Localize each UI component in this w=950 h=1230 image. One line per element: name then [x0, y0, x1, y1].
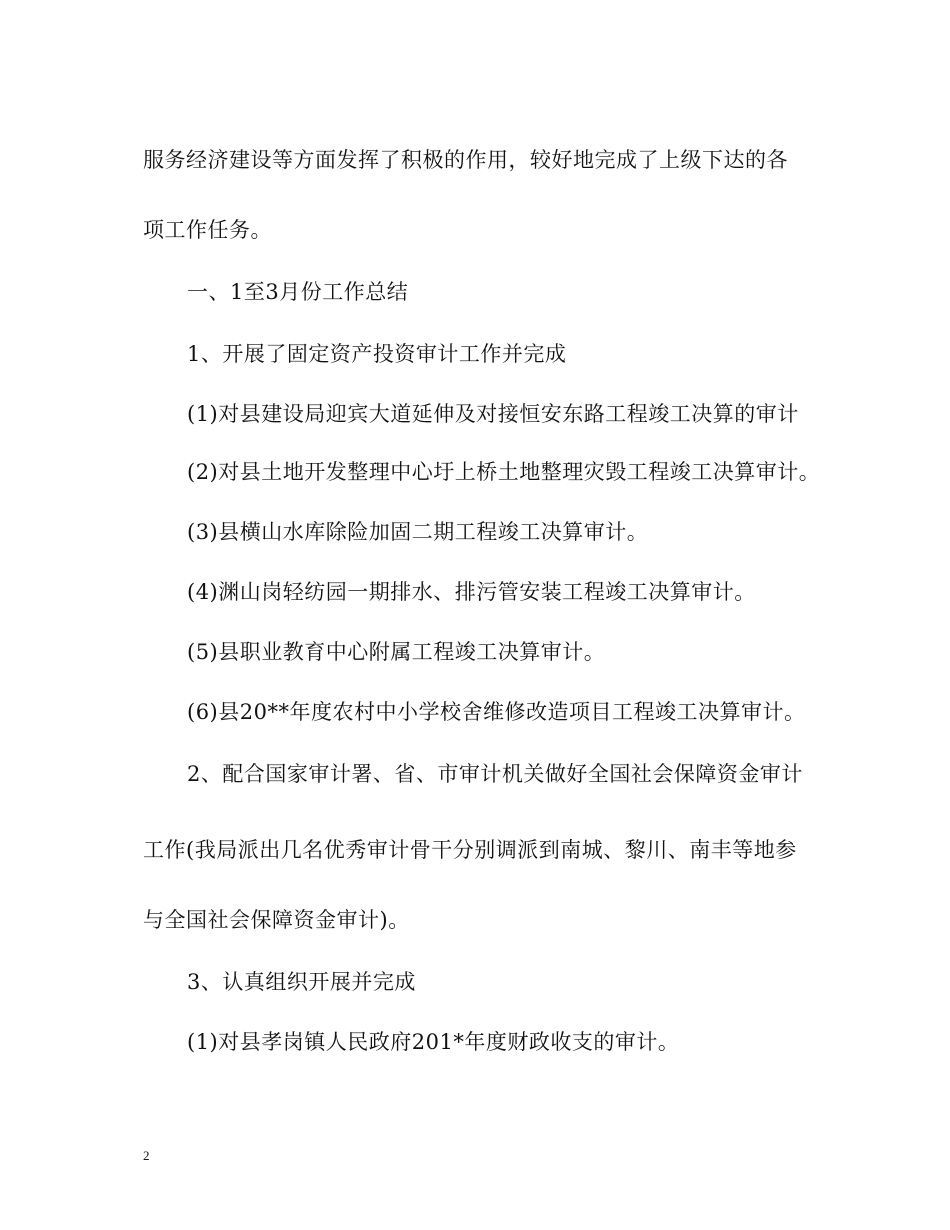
list-item: (5)县职业教育中心附属工程竣工决算审计。: [187, 640, 606, 664]
body-text-line: 服务经济建设等方面发挥了积极的作用，较好地完成了上级下达的各: [143, 148, 788, 172]
subsection-heading: 2、配合国家审计署、省、市审计机关做好全国社会保障资金审计: [187, 762, 803, 786]
list-item: (1)对县孝岗镇人民政府201*年度财政收支的审计。: [187, 1030, 680, 1054]
body-text-line: 工作(我局派出几名优秀审计骨干分别调派到南城、黎川、南丰等地参: [143, 838, 797, 862]
list-item: (4)渊山岗轻纺园一期排水、排污管安装工程竣工决算审计。: [187, 580, 756, 604]
section-heading: 一、1至3月份工作总结: [187, 280, 409, 304]
list-item: (3)县横山水库除险加固二期工程竣工决算审计。: [187, 520, 649, 544]
list-item: (1)对县建设局迎宾大道延伸及对接恒安东路工程竣工决算的审计: [187, 402, 799, 426]
page-number: 2: [143, 1148, 150, 1163]
body-text-line: 与全国社会保障资金审计)。: [143, 908, 410, 932]
subsection-heading: 3、认真组织开展并完成: [187, 970, 416, 994]
subsection-heading: 1、开展了固定资产投资审计工作并完成: [187, 342, 567, 366]
list-item: (2)对县土地开发整理中心圩上桥土地整理灾毁工程竣工决算审计。: [187, 460, 821, 484]
body-text-line: 项工作任务。: [143, 218, 272, 242]
list-item: (6)县20**年度农村中小学校舍维修改造项目工程竣工决算审计。: [187, 700, 806, 724]
